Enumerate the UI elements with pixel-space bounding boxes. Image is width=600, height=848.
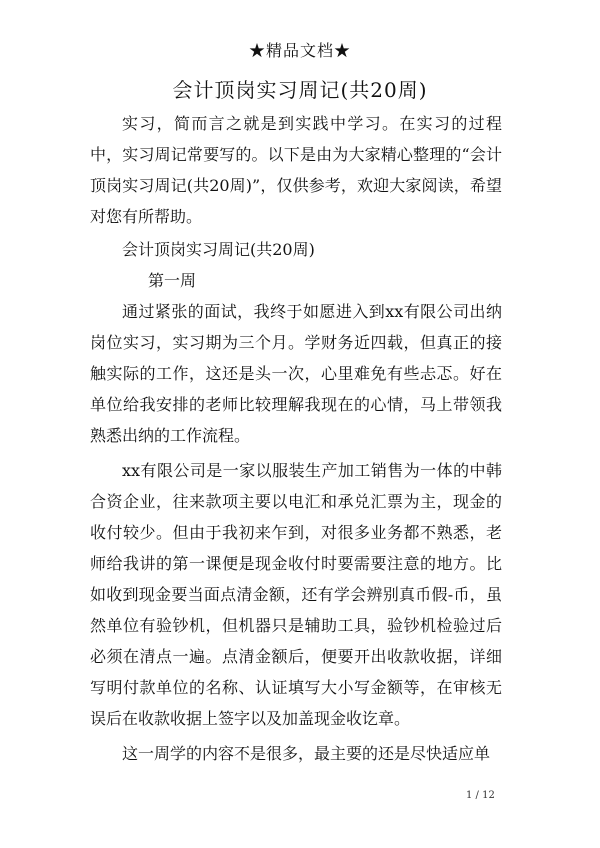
body-paragraph: 通过紧张的面试，我终于如愿进入到xx有限公司出纳岗位实习，实习期为三个月。学财务近四载，但真正的接触实际的工作，这还是头一次，心里难免有些忐忑。好在单位给我安排的老师比较理解我现在的心情，马上带领我熟悉出纳的工作流程。: [90, 302, 502, 445]
intro-paragraph: 实习，简而言之就是到实践中学习。在实习的过程中，实习周记常要写的。以下是由为大家精心整理的“会计顶岗实习周记(共20周)”，仅供参考，欢迎大家阅读，希望对您有所帮助。: [90, 114, 502, 226]
body-paragraph: xx有限公司是一家以服装生产加工销售为一体的中韩合资企业，往来款项主要以电汇和承兑汇票为主，现金的收付较少。但由于我初来乍到，对很多业务都不熟悉，老师给我讲的第一课便是现金收付时要需要注意的地方。比如收到现金要当面点清金额，还有学会辨别真币假-币，虽然单位有验钞机，但机器只是辅助工具，验钞机检验过后必须在清点一遍。点清金额后，便要开出收款收据，详细写明付款单位的名称、认证填写大小写金额等，在审核无误后在收款收据上签字以及加盖现金收讫章。: [90, 461, 502, 728]
body-paragraph: 这一周学的内容不是很多，最主要的还是尽快适应单: [122, 744, 491, 763]
document-header: ★精品文档★: [248, 41, 351, 60]
week-heading: 第一周: [148, 271, 197, 290]
document-body: [90, 108, 502, 769]
section-heading: 会计顶岗实习周记(共20周): [122, 240, 315, 259]
page-number: 1 / 12: [466, 790, 495, 801]
document-title: 会计顶岗实习周记(共20周): [172, 78, 428, 102]
